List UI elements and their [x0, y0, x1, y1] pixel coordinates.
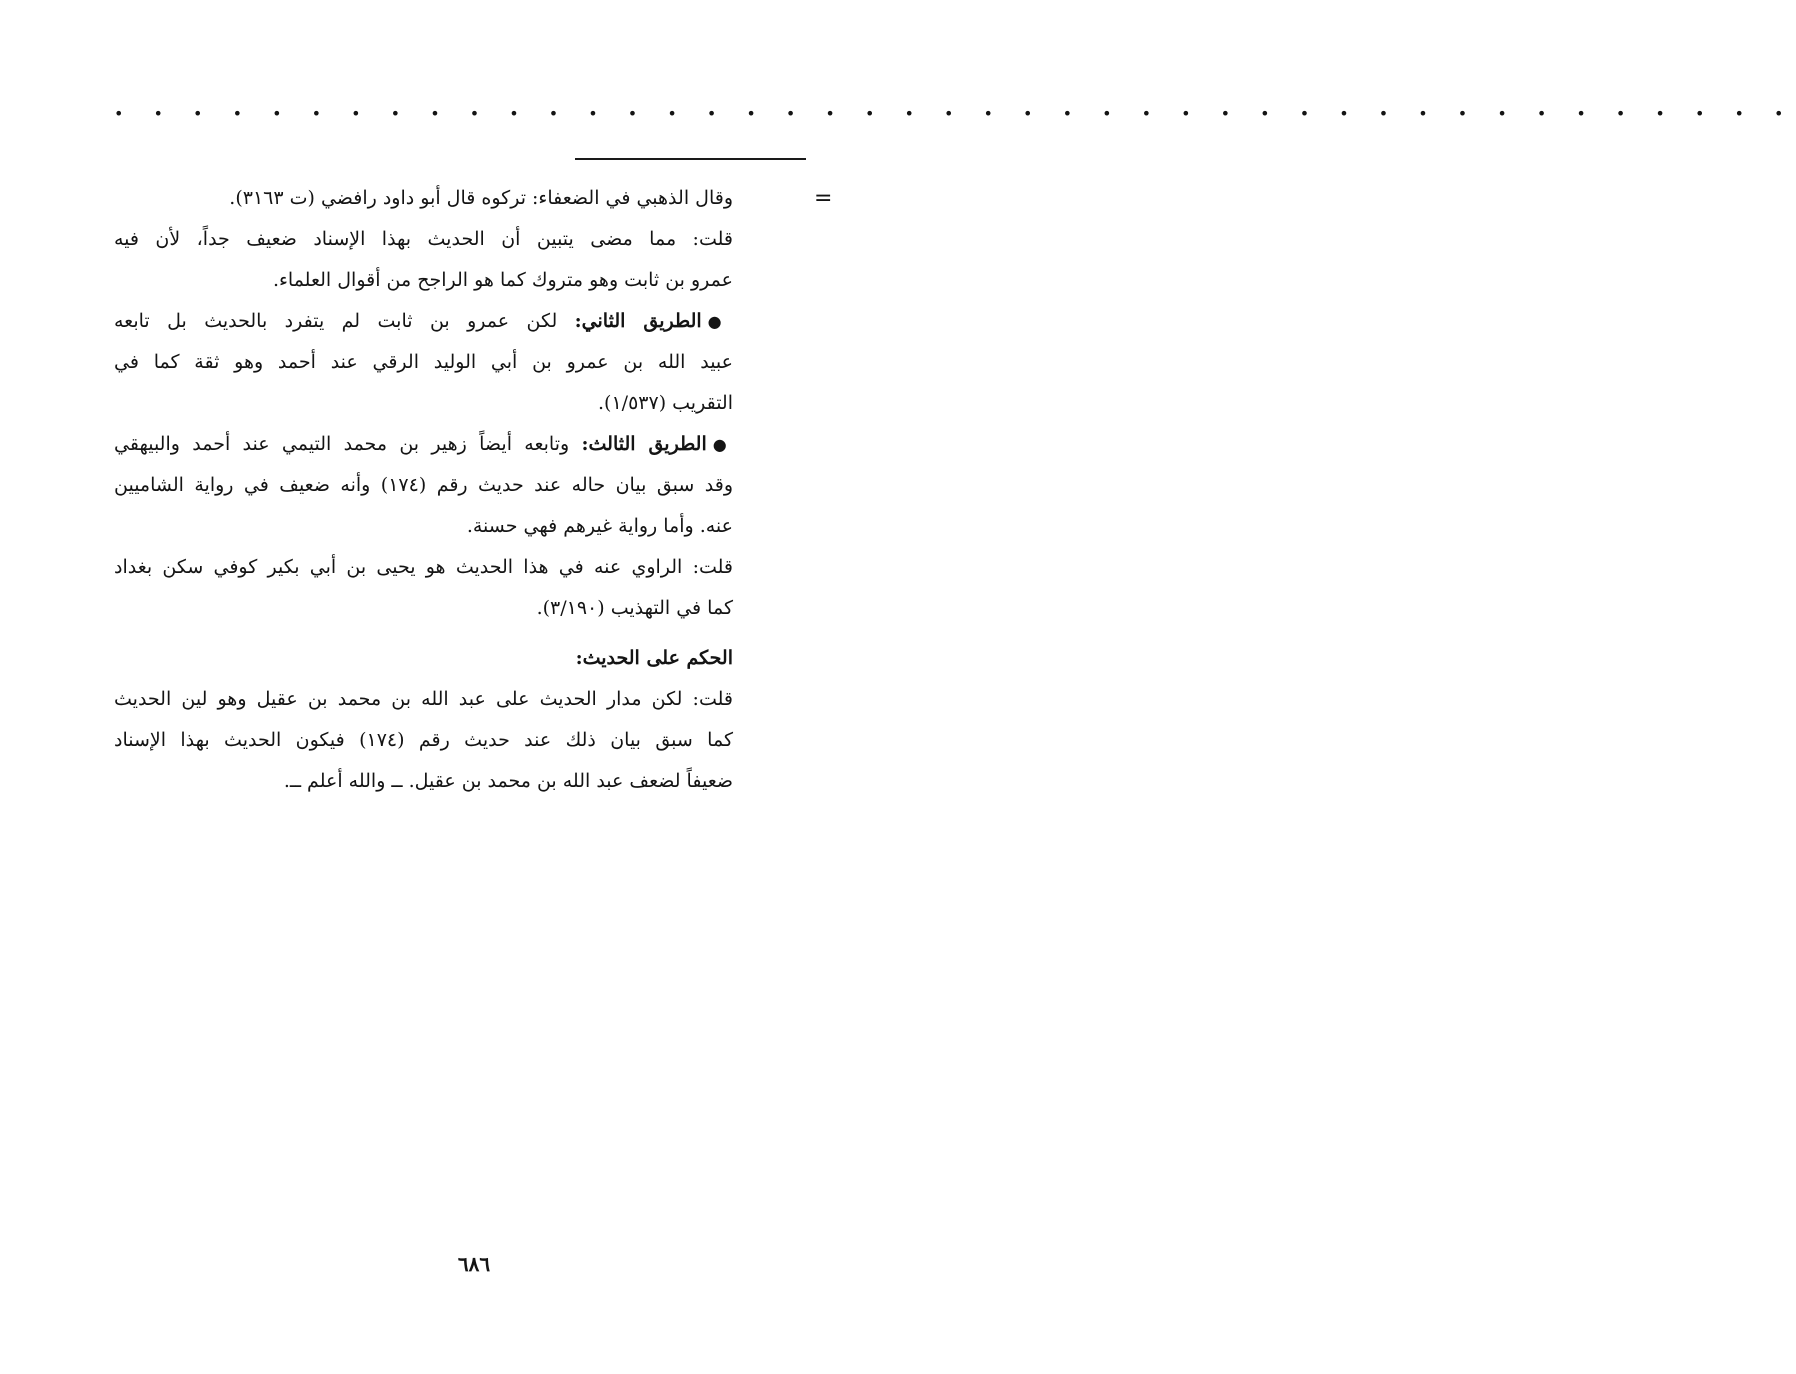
- path-two-text: لكن عمرو بن ثابت لم يتفرد بالحديث بل تابعه: [114, 310, 558, 332]
- page-number: ٦٨٦: [457, 1252, 491, 1276]
- path-two-title: الطريق الثاني:: [574, 310, 702, 332]
- text-line: قلت: الراوي عنه في هذا الحديث هو يحيى بن أبي بكير كوفي سكن بغداد: [114, 556, 733, 578]
- footnote-text: [114, 178, 733, 802]
- bullet-icon: ●: [712, 435, 733, 454]
- footnote-rule: [575, 158, 806, 160]
- bullet-icon: ●: [707, 312, 734, 331]
- text-line: كما سبق بيان ذلك عند حديث رقم (١٧٤) فيكون الحديث بهذا الإسناد: [114, 729, 733, 751]
- text-line: قلت: لكن مدار الحديث على عبد الله بن محمد بن عقيل وهو لين الحديث: [114, 688, 733, 710]
- path-three-title: الطريق الثالث:: [581, 433, 707, 455]
- text-line: كما في التهذيب (٣/١٩٠).: [536, 597, 733, 619]
- path-three-line: [114, 424, 733, 465]
- text-line: عبيد الله بن عمرو بن أبي الوليد الرقي عند أحمد وهو ثقة كما في: [114, 351, 733, 373]
- text-line: عنه. وأما رواية غيرهم فهي حسنة.: [466, 515, 733, 537]
- continuation-mark: =: [814, 186, 833, 211]
- text-line: عمرو بن ثابت وهو متروك كما هو الراجح من أقوال العلماء.: [272, 269, 733, 291]
- path-three-text: وتابعه أيضاً زهير بن محمد التيمي عند أحمد والبيهقي: [114, 433, 570, 455]
- dotted-separator: • • • • • • • • • • • • • • • • • • • • • • • • • • • • • • • • • • • • • • • • • • •: [114, 104, 1796, 123]
- text-line: قلت: مما مضى يتبين أن الحديث بهذا الإسناد ضعيف جداً، لأن فيه: [114, 228, 733, 250]
- text-line: التقريب (١/٥٣٧).: [598, 392, 733, 414]
- text-line: ضعيفاً لضعف عبد الله بن محمد بن عقيل. ــ والله أعلم ــ.: [283, 770, 733, 792]
- text-line: وقال الذهبي في الضعفاء: تركوه قال أبو داود رافضي (ت ٣١٦٣).: [229, 187, 733, 209]
- ruling-heading: الحكم على الحديث:: [575, 647, 733, 669]
- path-two-line: [114, 301, 733, 342]
- text-line: وقد سبق بيان حاله عند حديث رقم (١٧٤) وأنه ضعيف في رواية الشاميين: [114, 474, 733, 496]
